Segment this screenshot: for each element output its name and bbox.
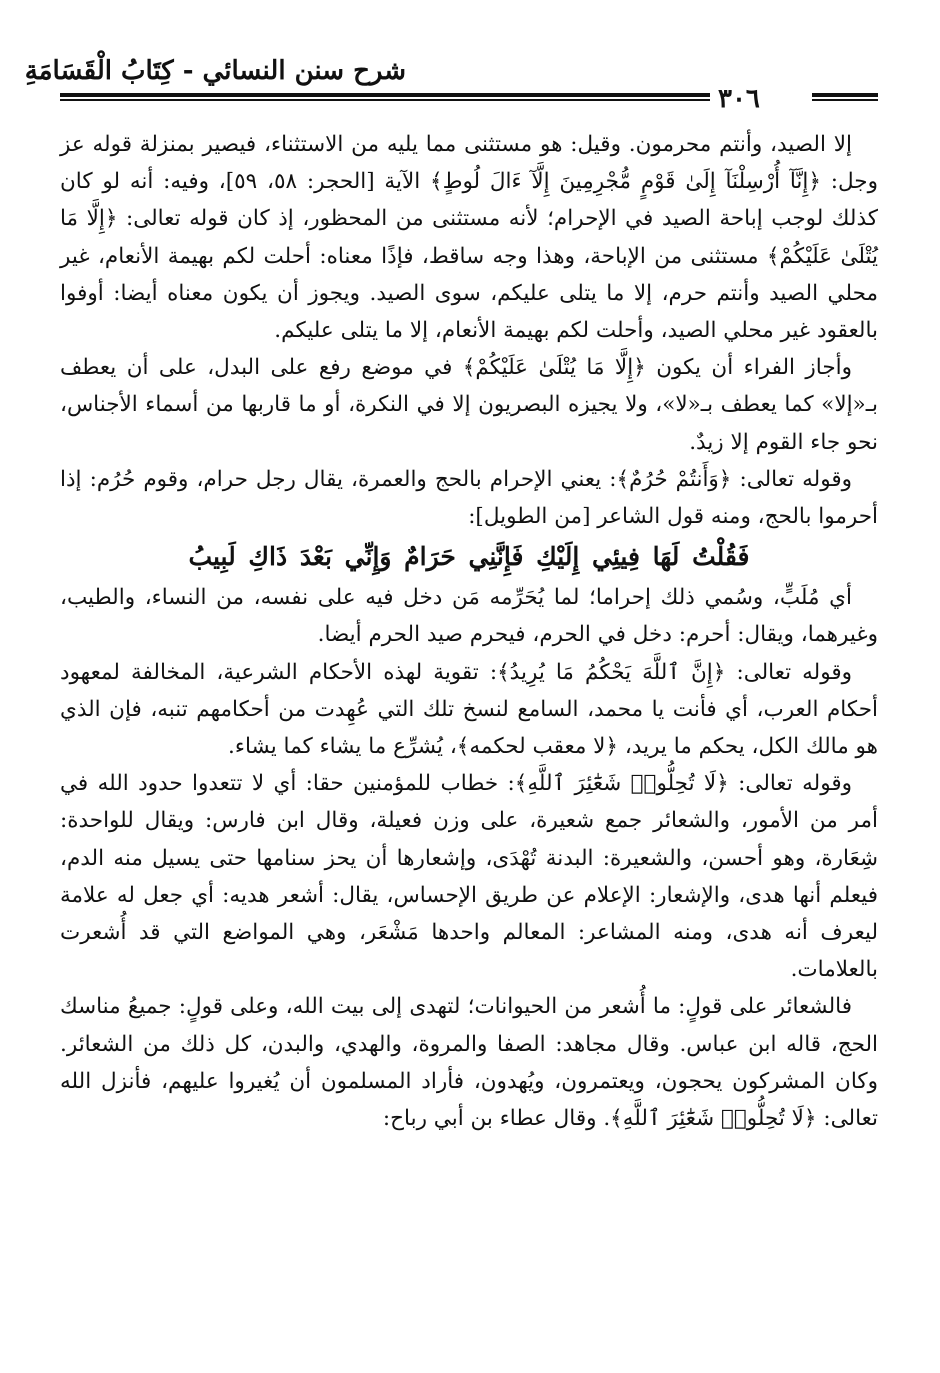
paragraph: وأجاز الفراء أن يكون ﴿إِلَّا مَا يُتْلَىٰ عَلَيْكُمْ﴾ في موضع رفع على البدل، على أن يعطف بـ«إلا» كما يعطف بـ«لا»، ولا يجيزه البصريون إلا في النكرة، أو ما قاربها من أسماء الأجناس، نحو جاء القوم إلا زيدٌ. <box>60 355 878 455</box>
paragraph: وقوله تعالى: ﴿لَا تُحِلُّوا۟ شَعَٰٓئِرَ ٱللَّهِ﴾: خطاب للمؤمنين حقا: أي لا تتعدوا حدود الله في أمر من الأمور، والشعائر جمع شعيرة، على وزن فعيلة، وقال ابن فارس: ويقال للواحدة: شِعَارة، وهو أحسن، والشعيرة: البدنة تُهْدَى، وإشعارها أن يحز سنامها حتى يسيل منه الدم، فيعلم أنها هدى، والإشعار: الإعلام عن طريق الإحساس، يقال: أشعر هديه: أي جعل له علامة ليعرف أنه هدى، ومنه المشاعر: المعالم واحدها مَشْعَر، وهي المواضع التي قد أُشعرت بالعلامات. <box>60 771 878 983</box>
main-text <box>60 126 878 1137</box>
paragraph: فالشعائر على قولٍ: ما أُشعر من الحيوانات؛ لتهدى إلى بيت الله، وعلى قولٍ: جميعُ مناسك الحج، قاله ابن عباس. وقال مجاهد: الصفا والمروة، والهدي، والبدن، كل ذلك من الشعائر. وكان المشركون يحجون، ويعتمرون، ويُهدون، فأراد المسلمون أن يُغيروا عليهم، فأنزل الله تعالى: ﴿لَا تُحِلُّوا۟ شَعَٰٓئِرَ ٱللَّهِ﴾. وقال عطاء بن أبي رباح: <box>60 994 878 1132</box>
page-number: ٣٠٦ <box>718 84 760 114</box>
paragraph: وقوله تعالى: ﴿إِنَّ ٱللَّهَ يَحْكُمُ مَا يُرِيدُ﴾: تقوية لهذه الأحكام الشرعية، المخالفة لمعهود أحكام العرب، أي فأنت يا محمد، السامع لنسخ تلك التي عُهِدت من أحكامهم تنبه، فإن الذي هو مالك الكل، يحكم ما يريد، ﴿لا معقب لحكمه﴾، يُشرِّع ما يشاء كما يشاء. <box>60 659 878 760</box>
paragraph: وقوله تعالى: ﴿وَأَنتُمْ حُرُمٌ﴾: يعني الإحرام بالحج والعمرة، يقال رجل حرام، وقوم حُرُم: إذا أحرموا بالحج، ومنه قول الشاعر [من الطويل]: <box>60 466 878 530</box>
paragraph: إلا الصيد، وأنتم محرمون. وقيل: هو مستثنى مما يليه من الاستثناء، فيصير بمنزلة قوله عز وجل: ﴿إِنَّآ أُرْسِلْنَآ إِلَىٰ قَوْمٍ مُّجْرِمِينَ إِلَّآ ءَالَ لُوطٍ﴾ الآية [الحجر: ٥٨، ٥٩]، وفيه: أنه لو كان كذلك لوجب إباحة الصيد في الإحرام؛ لأنه مستثنى من المحظور، إذ كان قوله تعالى: ﴿إِلَّا مَا يُتْلَىٰ عَلَيْكُمْ﴾ مستثنى من الإباحة، وهذا وجه ساقط، فإذًا معناه: أحلت لكم بهيمة الأنعام، غير محلي الصيد وأنتم حرم، إلا ما يتلى عليكم، سوى الصيد. ويجوز أن يكون معناه أيضا: أوفوا بالعقود غير محلي الصيد، وأحلت لكم بهيمة الأنعام، إلا ما يتلى عليكم. <box>60 132 878 344</box>
poetry-verse: فَقُلْتُ لَهَا فِيئِي إِلَيْكِ فَإِنَّنِي حَرَامٌ وَإِنِّي بَعْدَ ذَاكِ لَبِيبُ <box>188 542 750 572</box>
header-rule <box>60 99 710 101</box>
paragraph: أي مُلَبٍّ، وسُمي ذلك إحراما؛ لما يُحَرِّمه مَن دخل فيه على نفسه، من النساء، والطيب، وغيرهما، ويقال: أحرم: دخل في الحرم، فيحرم صيد الحرم أيضا. <box>60 585 878 648</box>
header-rule <box>812 93 878 97</box>
header-rule <box>60 93 710 97</box>
running-header-title: شرح سنن النسائي - كِتَابُ الْقَسَامَةِ <box>24 56 406 86</box>
header-rule <box>812 99 878 101</box>
